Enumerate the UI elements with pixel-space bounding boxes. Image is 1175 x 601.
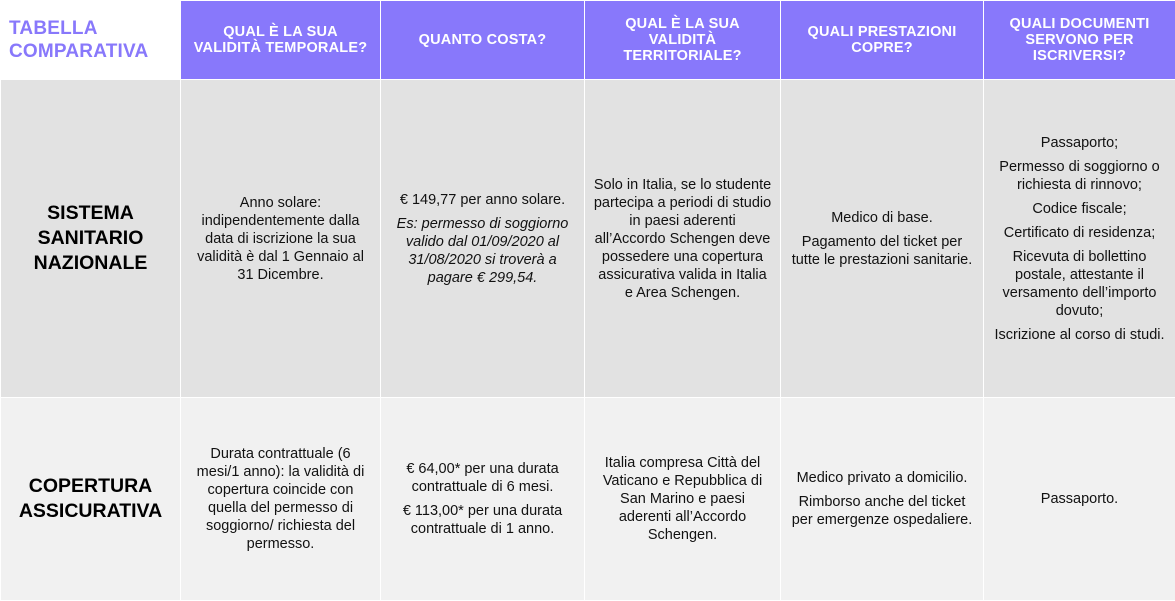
cost-example: Es: permesso di soggiorno valido dal 01/09/2020 al 31/08/2020 si troverà a pagare € 299,54. <box>389 215 576 287</box>
cell-validita-territoriale <box>585 80 781 398</box>
table-title: TABELLA COMPARATIVA <box>1 1 181 80</box>
cell-documenti <box>984 398 1175 601</box>
service-line: Medico privato a domicilio. <box>789 469 975 487</box>
cell-text: Italia compresa Città del Vaticano e Repubblica di San Marino e paesi aderenti all’Accordo Schengen. <box>593 454 772 544</box>
cost-line: € 64,00* per una durata contrattuale di 6 mesi. <box>389 460 576 496</box>
column-header-prestazioni: QUALI PRESTAZIONI COPRE? <box>781 1 984 80</box>
document-item: Passaporto; <box>992 134 1167 152</box>
cell-text: Solo in Italia, se lo studente partecipa a periodi di studio in paesi aderenti all’Accordo Schengen deve possedere una copertura assicurativa valida in Italia e Area Schengen. <box>593 176 772 302</box>
document-item: Permesso di soggiorno o richiesta di rinnovo; <box>992 158 1167 194</box>
row-header-assicurazione: COPERTURA ASSICURATIVA <box>1 398 181 601</box>
document-item: Passaporto. <box>992 490 1167 508</box>
cell-text: Durata contrattuale (6 mesi/1 anno): la validità di copertura coincide con quella del permesso di soggiorno/ richiesta del permesso. <box>189 445 372 553</box>
service-line: Medico di base. <box>789 209 975 227</box>
document-item: Iscrizione al corso di studi. <box>992 326 1167 344</box>
column-header-validita-temporale: QUAL È LA SUA VALIDITÀ TEMPORALE? <box>181 1 381 80</box>
cell-prestazioni <box>781 80 984 398</box>
cell-prestazioni <box>781 398 984 601</box>
document-item: Codice fiscale; <box>992 200 1167 218</box>
header-row <box>1 1 1175 80</box>
cell-costo <box>381 398 585 601</box>
cell-documenti <box>984 80 1175 398</box>
column-header-documenti: QUALI DOCUMENTI SERVONO PER ISCRIVERSI? <box>984 1 1175 80</box>
column-header-validita-territoriale: QUAL È LA SUA VALIDITÀ TERRITORIALE? <box>585 1 781 80</box>
service-line: Rimborso anche del ticket per emergenze ospedaliere. <box>789 493 975 529</box>
cost-line: € 149,77 per anno solare. <box>389 191 576 209</box>
table-row-ssn <box>1 80 1175 398</box>
cell-text: Anno solare: indipendentemente dalla data di iscrizione la sua validità è dal 1 Gennaio al 31 Dicembre. <box>189 194 372 284</box>
document-item: Ricevuta di bollettino postale, attestante il versamento dell’importo dovuto; <box>992 248 1167 320</box>
cost-line: € 113,00* per una durata contrattuale di 1 anno. <box>389 502 576 538</box>
cell-validita-temporale <box>181 80 381 398</box>
service-line: Pagamento del ticket per tutte le prestazioni sanitarie. <box>789 233 975 269</box>
document-item: Certificato di residenza; <box>992 224 1167 242</box>
cell-validita-territoriale <box>585 398 781 601</box>
row-header-ssn: SISTEMA SANITARIO NAZIONALE <box>1 80 181 398</box>
cell-validita-temporale <box>181 398 381 601</box>
cell-costo <box>381 80 585 398</box>
column-header-costo: QUANTO COSTA? <box>381 1 585 80</box>
table-row-assicurazione <box>1 398 1175 601</box>
